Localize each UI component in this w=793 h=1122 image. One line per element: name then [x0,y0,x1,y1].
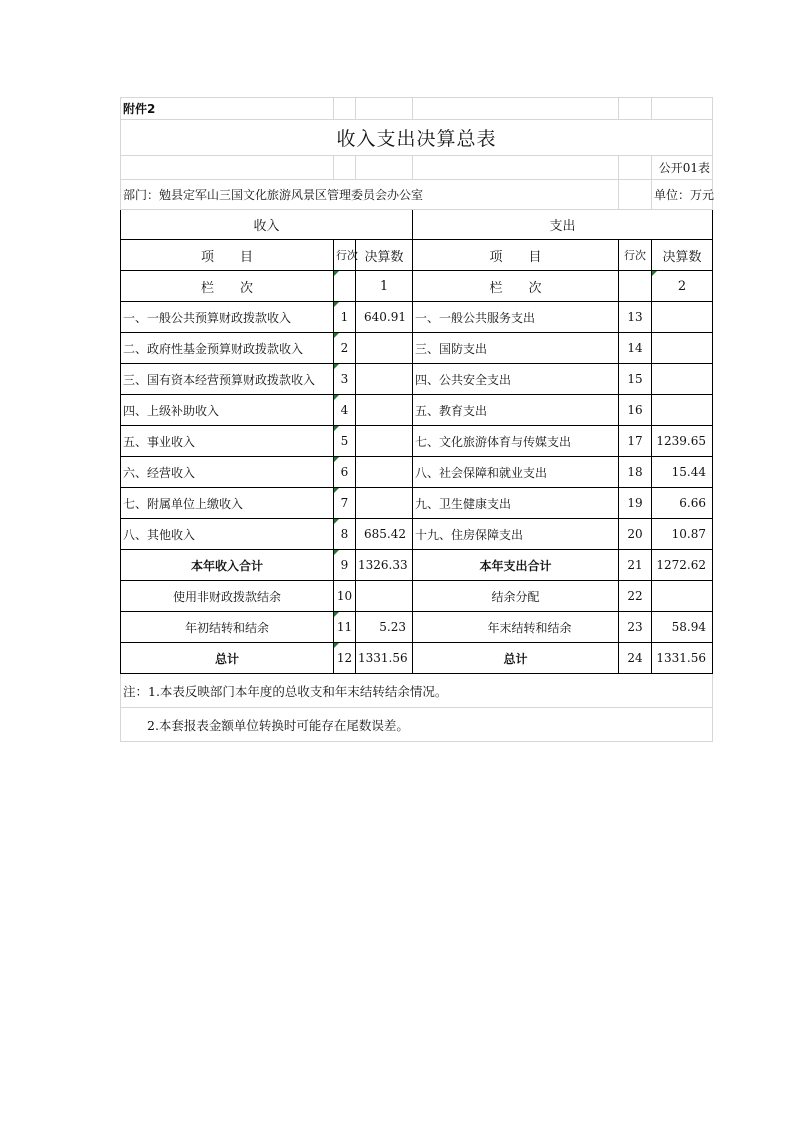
expense-amount: 1239.65 [652,426,713,457]
table-row [121,302,713,333]
expense-row-no: 18 [619,457,652,488]
report-sheet [120,97,715,742]
table-row [121,519,713,550]
income-row-no: 7 [334,488,356,519]
grand-total-income-label: 总计 [121,643,334,674]
beginning-balance-label: 年初结转和结余 [121,612,334,643]
expense-column-no: 2 [652,271,713,302]
expense-row-no: 19 [619,488,652,519]
income-amount: 685.42 [356,519,413,550]
expense-amount: 15.44 [652,457,713,488]
income-item-label: 三、国有资本经营预算财政拨款收入 [121,364,334,395]
income-item-header: 项 目 [121,240,334,271]
expense-amount [652,364,713,395]
table-row [121,395,713,426]
grand-total-income-no: 12 [334,643,356,674]
income-amount [356,457,413,488]
income-row-no: 3 [334,364,356,395]
income-expense-table [120,97,713,742]
expense-column-label: 栏 次 [413,271,619,302]
expense-amount [652,395,713,426]
income-row-no: 8 [334,519,356,550]
expense-row-no: 17 [619,426,652,457]
table-row [121,333,713,364]
year-income-total-label: 本年收入合计 [121,550,334,581]
income-item-label: 六、经营收入 [121,457,334,488]
surplus-distribution-value [652,581,713,612]
expense-row-no: 13 [619,302,652,333]
year-expense-total-value: 1272.62 [652,550,713,581]
income-row-no: 1 [334,302,356,333]
note-2: 2.本套报表金额单位转换时可能存在尾数误差。 [121,708,713,742]
year-income-total-value: 1326.33 [356,550,413,581]
expense-amount: 10.87 [652,519,713,550]
grand-total-expense-label: 总计 [413,643,619,674]
expense-row-no: 20 [619,519,652,550]
income-row-no: 4 [334,395,356,426]
income-column-label: 栏 次 [121,271,334,302]
table-row [121,426,713,457]
expense-amount [652,302,713,333]
grand-total-expense-value: 1331.56 [652,643,713,674]
nonfiscal-surplus-no: 10 [334,581,356,612]
income-amount [356,395,413,426]
expense-item-label: 三、国防支出 [413,333,619,364]
surplus-distribution-label: 结余分配 [413,581,619,612]
income-amount [356,488,413,519]
income-row-no: 5 [334,426,356,457]
beginning-balance-value: 5.23 [356,612,413,643]
ending-balance-no: 23 [619,612,652,643]
expense-item-label: 八、社会保障和就业支出 [413,457,619,488]
grand-total-expense-no: 24 [619,643,652,674]
income-item-label: 四、上级补助收入 [121,395,334,426]
income-amount [356,426,413,457]
income-item-label: 五、事业收入 [121,426,334,457]
department-name: 部门：勉县定军山三国文化旅游风景区管理委员会办公室 [121,180,619,210]
year-expense-total-no: 21 [619,550,652,581]
income-header: 收入 [121,210,413,240]
income-amount [356,364,413,395]
table-row [121,364,713,395]
income-row-no: 2 [334,333,356,364]
expense-amount [652,333,713,364]
income-item-label: 一、一般公共预算财政拨款收入 [121,302,334,333]
income-item-label: 二、政府性基金预算财政拨款收入 [121,333,334,364]
expense-row-no: 14 [619,333,652,364]
nonfiscal-surplus-label: 使用非财政拨款结余 [121,581,334,612]
expense-row-no: 15 [619,364,652,395]
expense-item-label: 五、教育支出 [413,395,619,426]
ending-balance-label: 年末结转和结余 [413,612,619,643]
expense-header: 支出 [413,210,713,240]
income-amount [356,333,413,364]
beginning-balance-no: 11 [334,612,356,643]
income-amount: 640.91 [356,302,413,333]
page-title: 收入支出决算总表 [121,120,713,156]
income-item-label: 八、其他收入 [121,519,334,550]
expense-item-label: 一、一般公共服务支出 [413,302,619,333]
attachment-label: 附件2 [121,98,334,120]
nonfiscal-surplus-value [356,581,413,612]
expense-item-label: 七、文化旅游体育与传媒支出 [413,426,619,457]
expense-item-label: 十九、住房保障支出 [413,519,619,550]
year-expense-total-label: 本年支出合计 [413,550,619,581]
expense-rowno-header: 行次 [619,240,652,271]
unit-label: 单位：万元 [652,180,713,210]
expense-amount: 6.66 [652,488,713,519]
table-row [121,488,713,519]
income-amount-header: 决算数 [356,240,413,271]
grand-total-income-value: 1331.56 [356,643,413,674]
income-item-label: 七、附属单位上缴收入 [121,488,334,519]
income-rowno-header: 行次 [334,240,356,271]
form-code: 公开01表 [652,156,713,180]
income-row-no: 6 [334,457,356,488]
year-income-total-no: 9 [334,550,356,581]
expense-item-label: 四、公共安全支出 [413,364,619,395]
expense-item-label: 九、卫生健康支出 [413,488,619,519]
note-1: 注：1.本表反映部门本年度的总收支和年末结转结余情况。 [121,674,713,708]
surplus-distribution-no: 22 [619,581,652,612]
expense-amount-header: 决算数 [652,240,713,271]
income-column-no: 1 [356,271,413,302]
expense-item-header: 项 目 [413,240,619,271]
expense-row-no: 16 [619,395,652,426]
table-row [121,457,713,488]
ending-balance-value: 58.94 [652,612,713,643]
